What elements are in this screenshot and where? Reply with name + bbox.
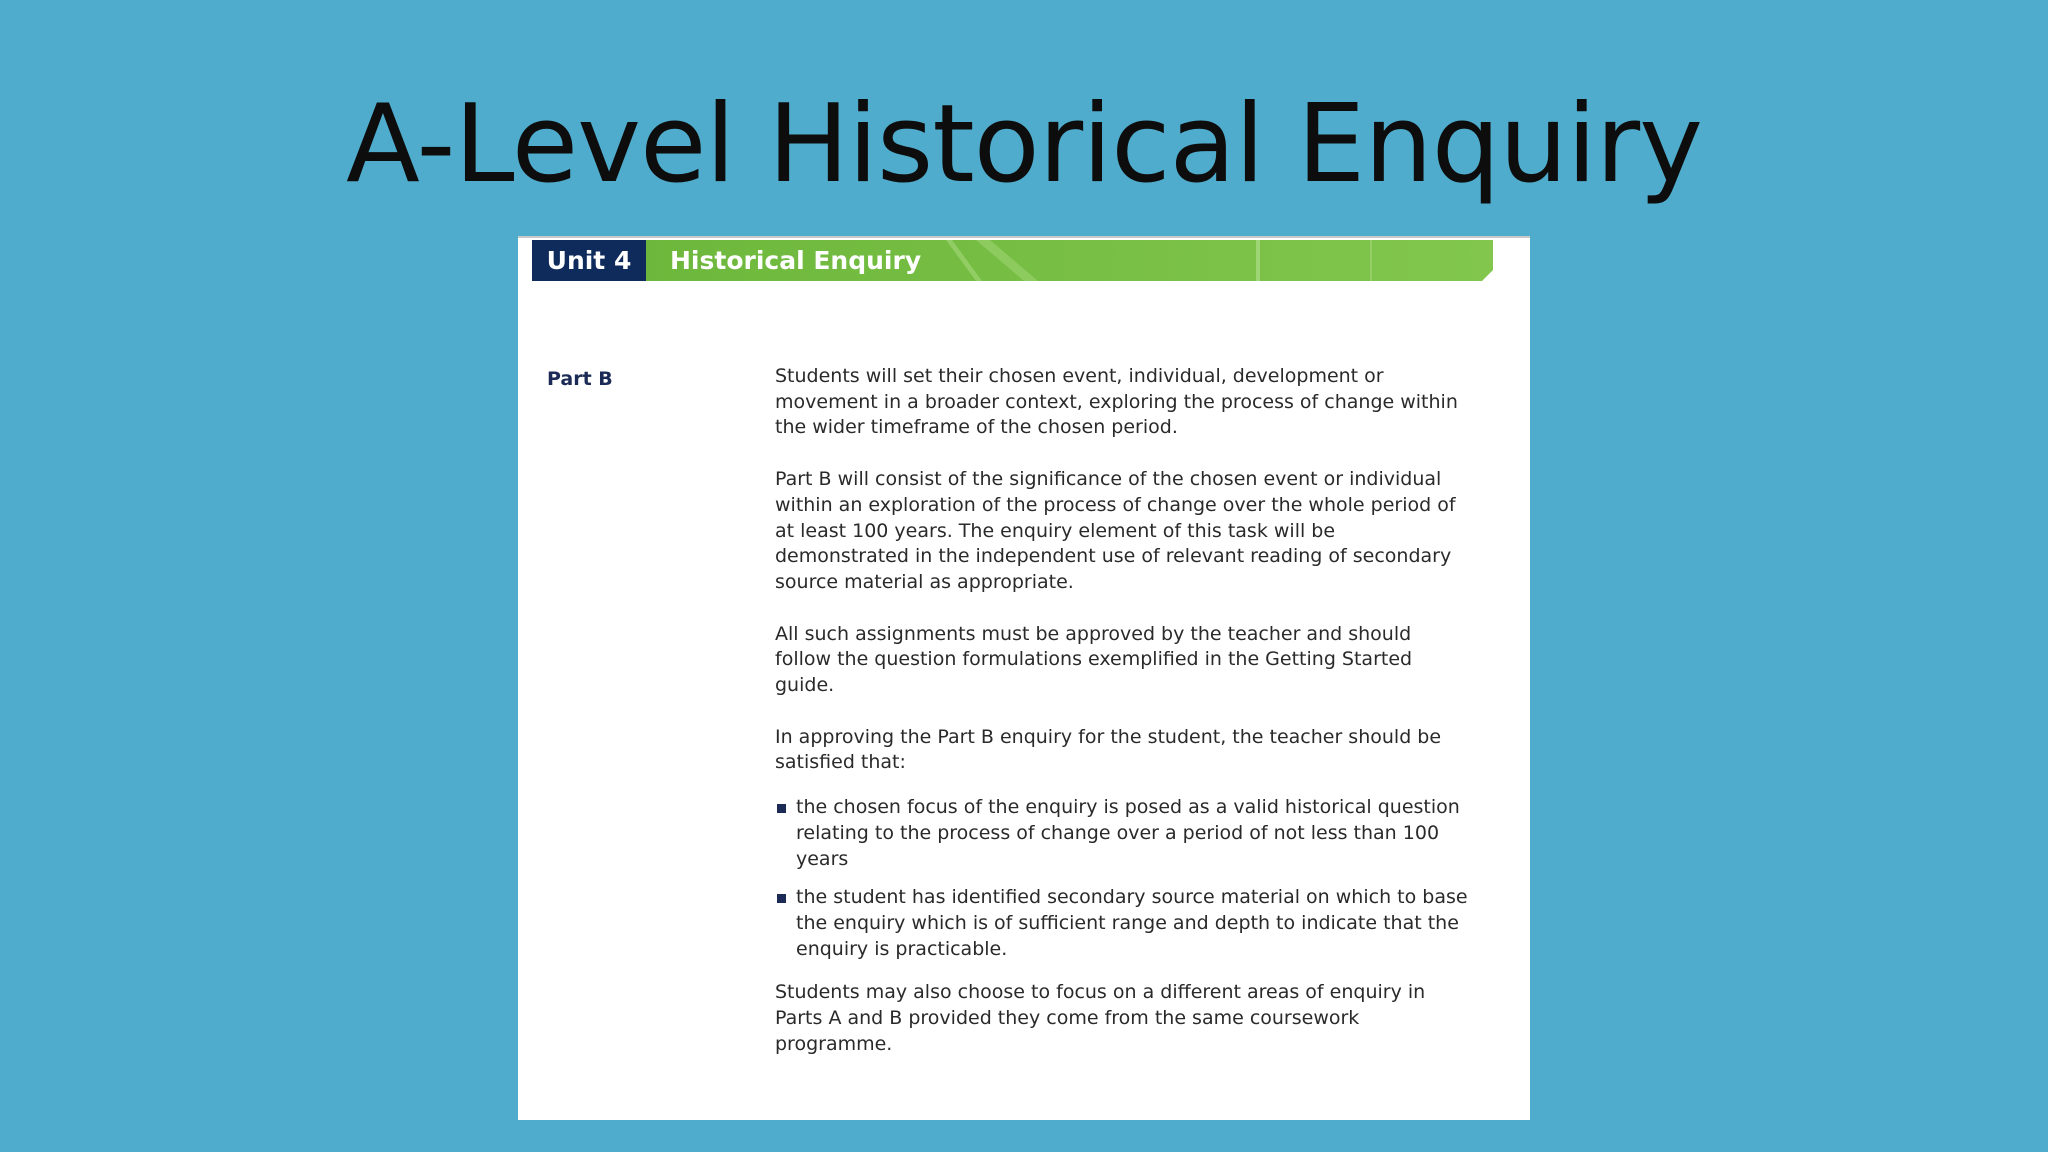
paragraph: All such assignments must be approved by the teacher and should follow the question formulations exemplified in the Getting Started guide. (775, 622, 1413, 697)
criteria-list (775, 795, 1470, 962)
banner-title-bar (646, 240, 1493, 281)
square-bullet-icon (777, 804, 786, 813)
list-item-text: the student has identified secondary source material on which to base the enquiry which is of sufficient range and depth to indicate that the enquiry is practicable. (796, 886, 1468, 960)
paragraph: Part B will consist of the significance of the chosen event or individual within an exploration of the process of change over the whole period of at least 100 years. The enquiry element of this task will be demonstrated in the independent use of relevant reading of secondary source material as appropriate. (775, 468, 1456, 593)
document-body (775, 364, 1470, 1083)
list-item (775, 795, 1470, 872)
list-item (775, 885, 1470, 962)
document-page (518, 236, 1530, 1120)
unit-banner (532, 240, 1493, 281)
list-item-text: the chosen focus of the enquiry is posed as a valid historical question relating to the process of change over a period of not less than 100 years (796, 796, 1460, 870)
banner-title: Historical Enquiry (670, 246, 922, 275)
closing-paragraph: Students may also choose to focus on a different areas of enquiry in Parts A and B provided they come from the same coursework programme. (775, 981, 1426, 1055)
square-bullet-icon (777, 894, 786, 903)
unit-label: Unit 4 (532, 240, 646, 281)
paragraph: Students will set their chosen event, individual, development or movement in a broader context, exploring the process of change within the wider timeframe of the chosen period. (775, 365, 1458, 439)
slide-title: A-Level Historical Enquiry (345, 82, 1703, 207)
paragraph: In approving the Part B enquiry for the student, the teacher should be satisfied that: (775, 725, 1442, 774)
part-label: Part B (547, 368, 613, 390)
